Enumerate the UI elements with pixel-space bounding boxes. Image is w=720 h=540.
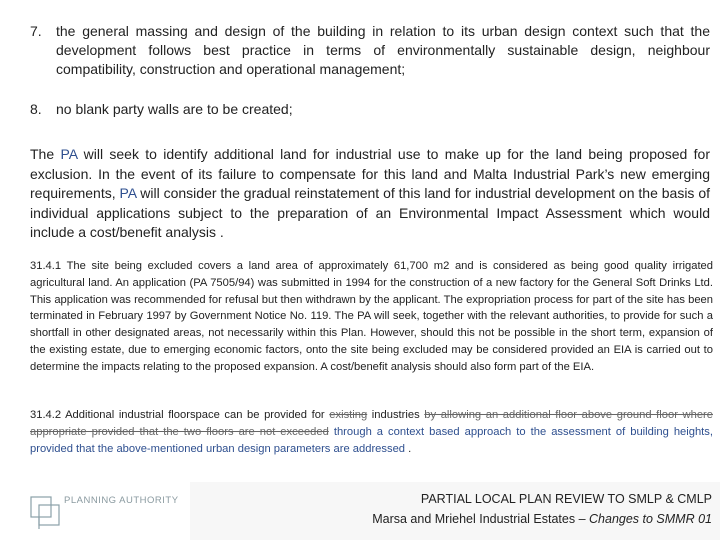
list-number: 8.: [30, 101, 42, 117]
list-item-8: [30, 100, 710, 119]
pa-abbrev: PA: [60, 146, 78, 162]
list-item-7: [30, 22, 710, 79]
logo-text: PLANNING AUTHORITY: [64, 495, 179, 506]
deleted-text: existing: [329, 409, 368, 421]
pa-abbrev: PA: [119, 185, 137, 201]
planning-authority-logo-icon: [30, 496, 60, 530]
footer-bar: [190, 482, 720, 540]
footer-title: PARTIAL LOCAL PLAN REVIEW TO SMLP & CMLP: [420, 492, 712, 506]
list-text: no blank party walls are to be created;: [56, 101, 293, 117]
paragraph-31-4-2: 31.4.2 Additional industrial floorspace can be provided for existing industries by allowing an additional floor above ground floor where appropriate provided that the two floors are not exceeded through a context based approach to the assessment of building heights, provided that the above-mentioned urban design parameters are addressed .: [30, 409, 713, 455]
list-number: 7.: [30, 23, 42, 39]
deleted-text: by allowing an additional floor above ground floor where appropriate provided that the two floors are not exceeded: [30, 409, 713, 438]
footer-subtitle: Marsa and Mriehel Industrial Estates – Changes to SMMR 01: [372, 512, 712, 526]
paragraph-31-4-1: 31.4.1 The site being excluded covers a land area of approximately 61,700 m2 and is considered as being good quality irrigated agricultural land. An application (PA 7505/94) was submitted in 1994 for the construction of a new factory for the General Soft Drinks Ltd. This application was recommended for refusal but then withdrawn by the applicant. The expropriation process for part of the site has been terminated in February 1997 by Government Notice No. 119. The PA will seek, together with the relevant authorities, to provide for such a shortfall in other designated areas, not necessarily within this Plan. However, should this not be possible in the short term, expansion of the existing estate, due to emerging economic factors, onto the site being excluded may be considered provided an EIA is carried out to determine the impacts relating to the proposed expansion. A cost/benefit analysis should also form part of the EIA.: [30, 260, 713, 373]
footer: [0, 482, 720, 540]
pa-paragraph: The PA will seek to identify additional land for industrial use to make up for the land being proposed for exclusion. In the event of its failure to compensate for this land and Malta Industrial Park’s new emerging requirements, PA will consider the gradual reinstatement of this land for industrial development on the basis of individual applications subject to the preparation of an Environmental Impact Assessment which would include a cost/benefit analysis .: [30, 146, 711, 240]
list-text: the general massing and design of the building in relation to its urban design context such that the development follows best practice in terms of environmentally sustainable design, neighbour compatibility, construction and operational management;: [56, 23, 710, 77]
inserted-text: through a context based approach to the assessment of building heights, provided that the above-mentioned urban design parameters are addressed: [30, 425, 713, 455]
